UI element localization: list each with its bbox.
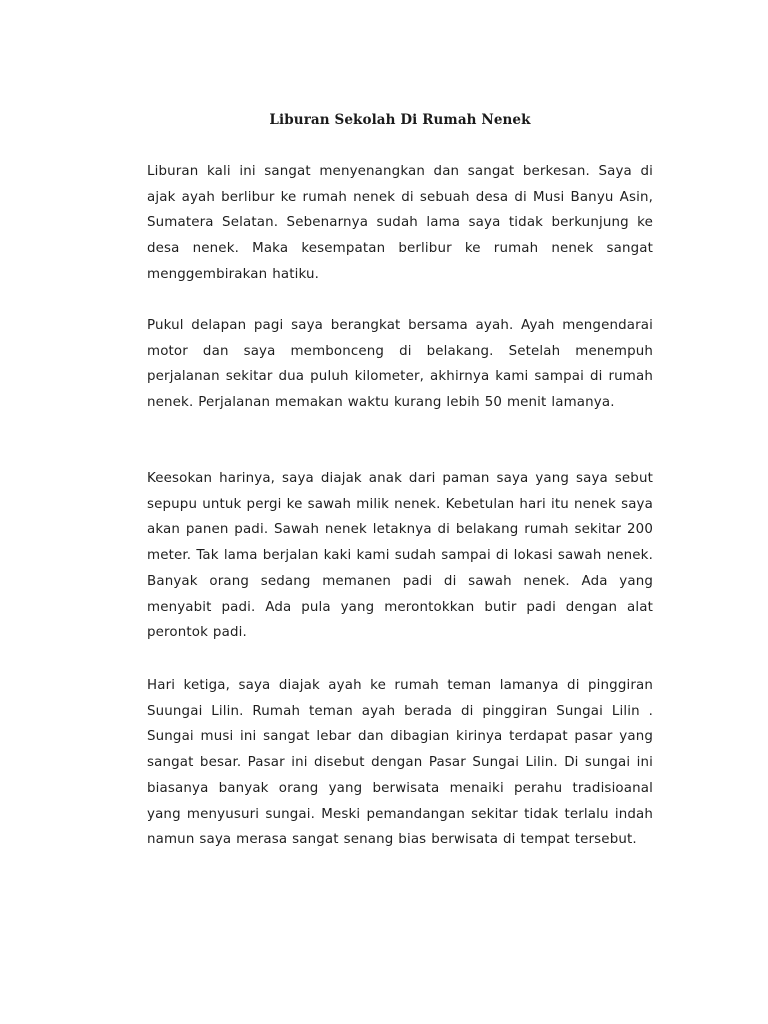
paragraph-1: Liburan kali ini sangat menyenangkan dan sangat berkesan. Saya di ajak ayah berlibur ke rumah nenek di sebuah desa di Musi Banyu Asin, Sumatera Selatan. Sebenarnya sudah lama saya tidak berkunjung ke desa nenek. Maka kesempatan berlibur ke rumah nenek sangat menggembirakan hatiku.: [147, 164, 653, 282]
paragraph-3: Keesokan harinya, saya diajak anak dari paman saya yang saya sebut sepupu untuk pergi ke sawah milik nenek. Kebetulan hari itu nenek saya akan panen padi. Sawah nenek letaknya di belakang rumah sekitar 200 meter. Tak lama berjalan kaki kami sudah sampai di lokasi sawah nenek. Banyak orang sedang memanen padi di sawah nenek. Ada yang menyabit padi. Ada pula yang merontokkan butir padi dengan alat perontok padi.: [147, 471, 653, 641]
document-title: Liburan Sekolah Di Rumah Nenek: [269, 112, 531, 128]
paragraph-4: Hari ketiga, saya diajak ayah ke rumah teman lamanya di pinggiran Suungai Lilin. Rumah teman ayah berada di pinggiran Sungai Lilin . Sungai musi ini sangat lebar dan dibagian kirinya terdapat pasar yang sangat besar. Pasar ini disebut dengan Pasar Sungai Lilin. Di sungai ini biasanya banyak orang yang berwisata menaiki perahu tradisioanal yang menyusuri sungai. Meski pemandangan sekitar tidak terlalu indah namun saya merasa sangat senang bias berwisata di tempat tersebut.: [147, 678, 653, 848]
paragraph-2: Pukul delapan pagi saya berangkat bersama ayah. Ayah mengendarai motor dan saya membonceng di belakang. Setelah menempuh perjalanan sekitar dua puluh kilometer, akhirnya kami sampai di rumah nenek. Perjalanan memakan waktu kurang lebih 50 menit lamanya.: [147, 318, 653, 411]
